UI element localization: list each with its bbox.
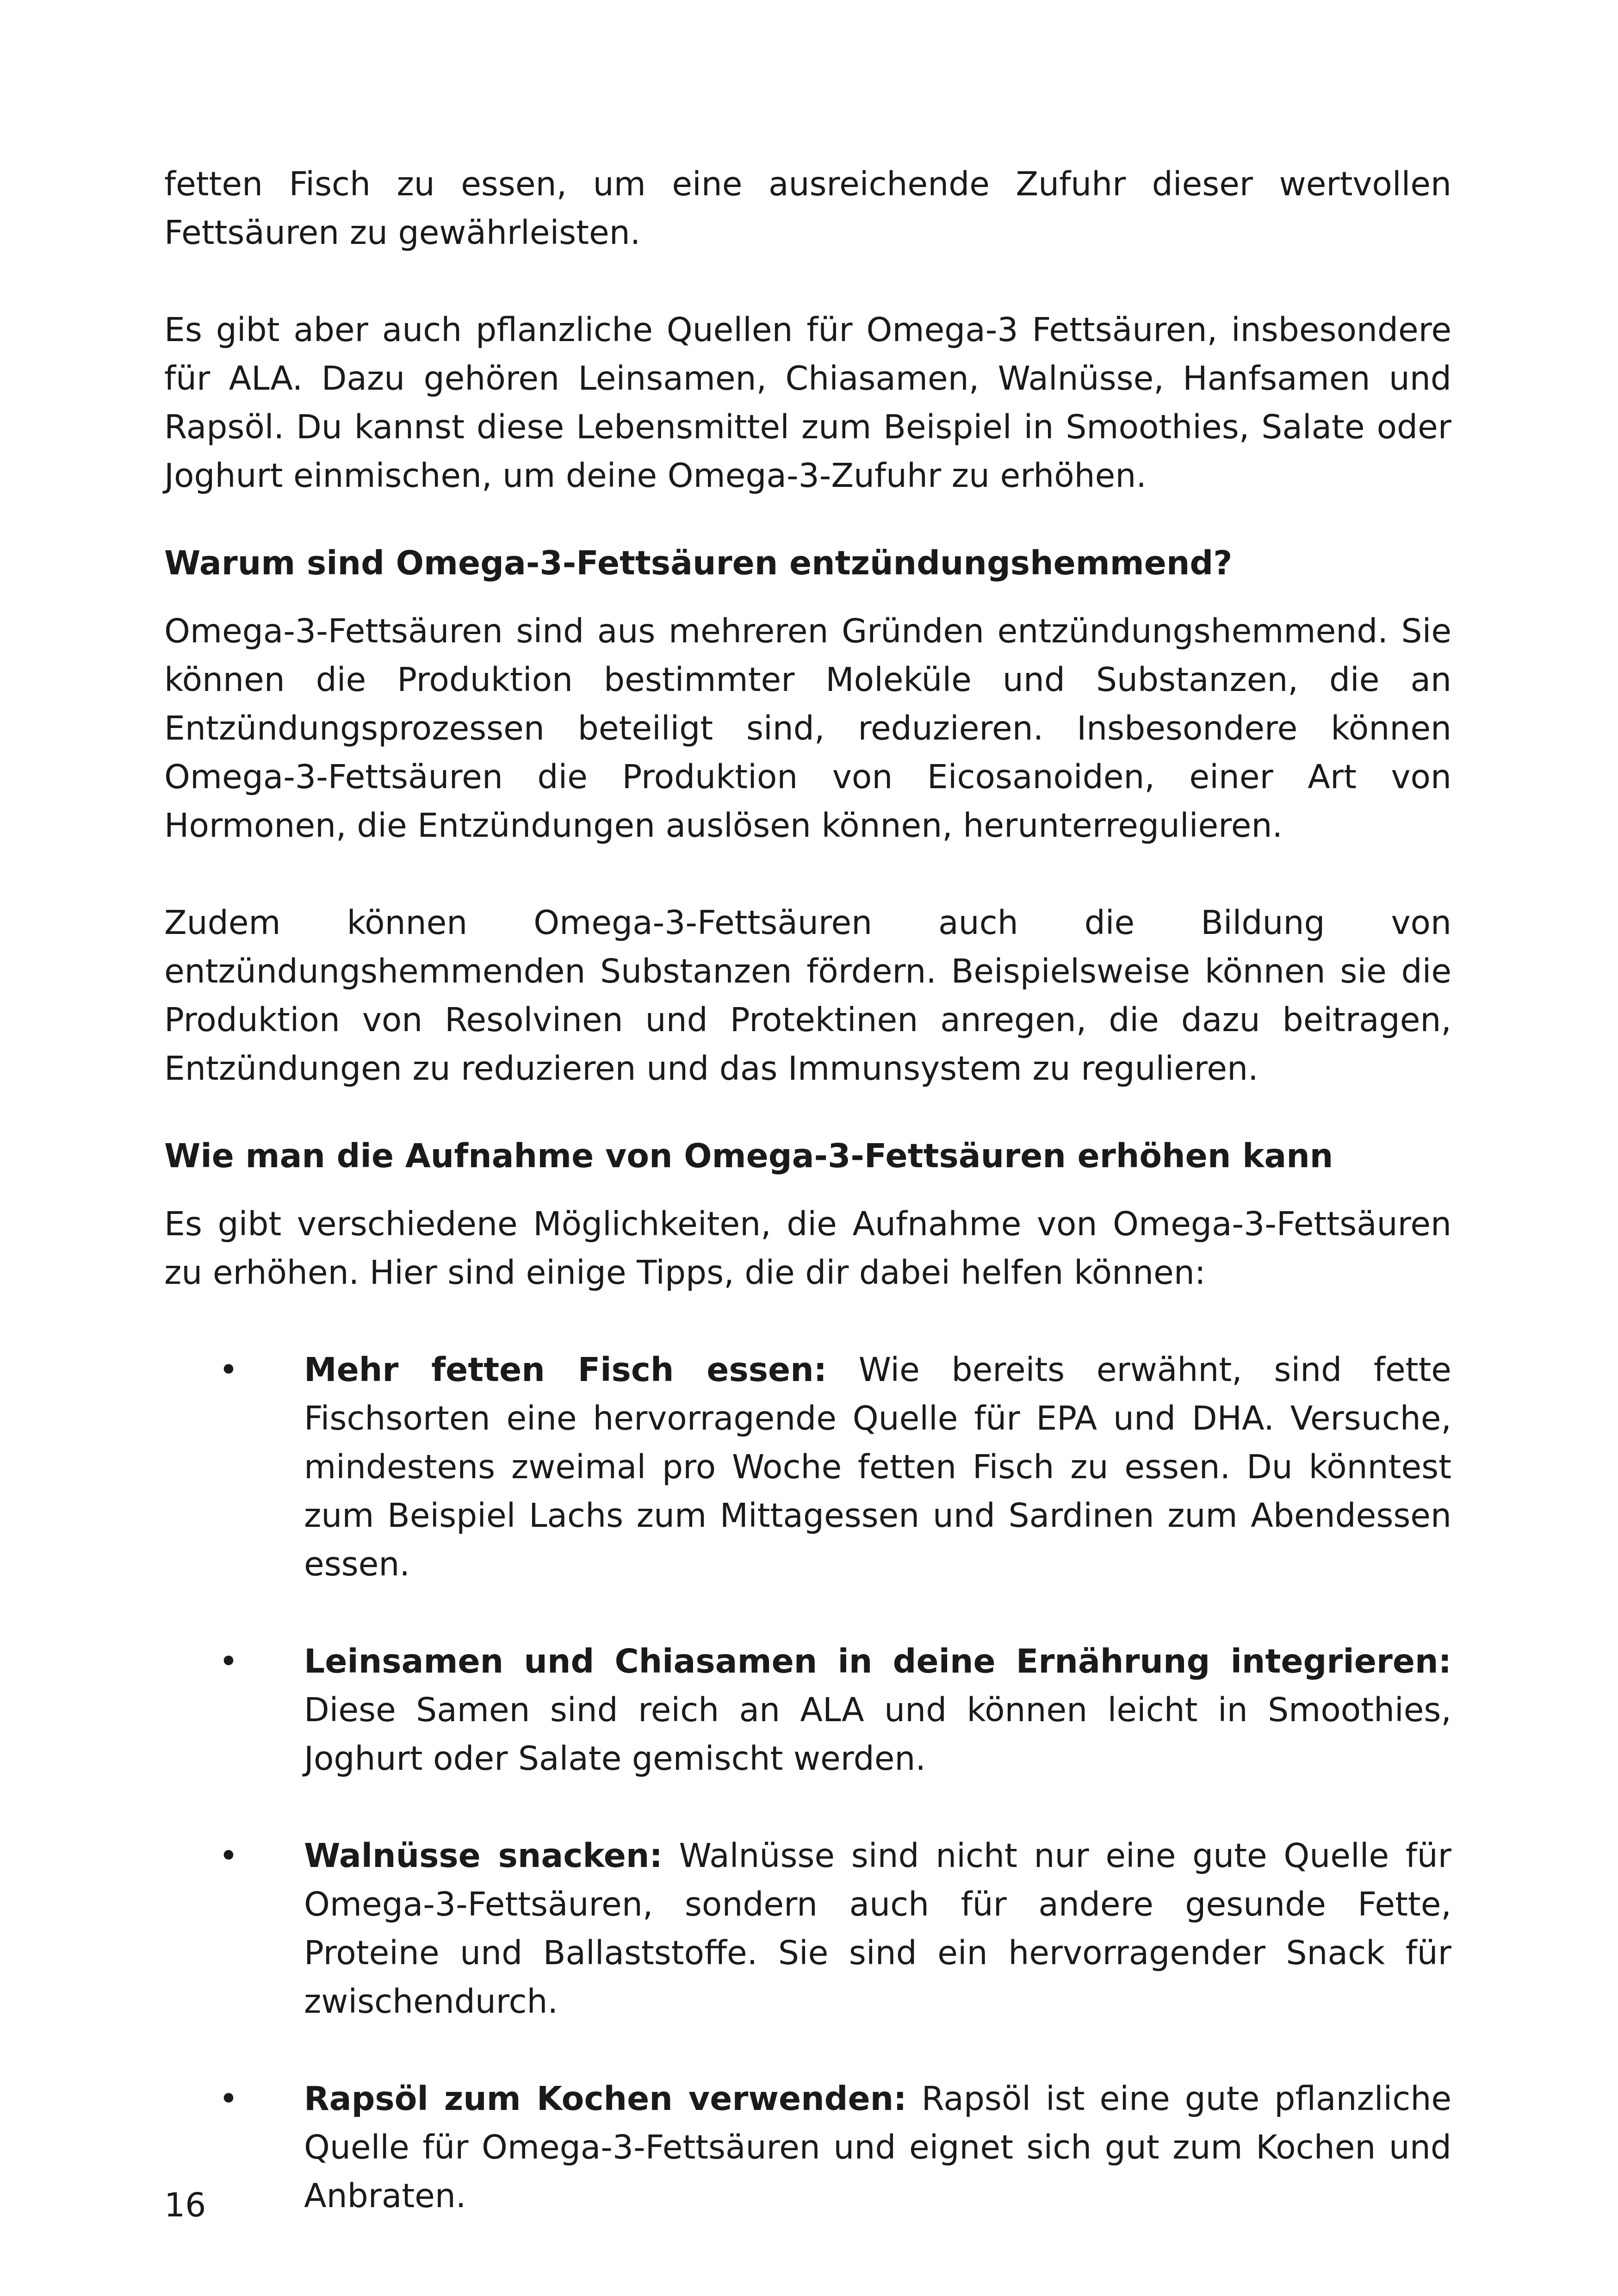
tip-text: Walnüsse sind nicht nur eine gute Quelle für Omega-3-Fettsäuren, sondern auch für andere gesunde Fette, Proteine und Ballaststoffe. Sie sind ein hervorragender Snack für zwischendurch. <box>304 1836 1451 2021</box>
tip-text: Wie bereits erwähnt, sind fette Fischsorten eine hervorragende Quelle für EPA und DHA. Versuche, mindestens zweimal pro Woche fetten Fisch zu essen. Du könntest zum Beispiel Lachs zum Mittagessen und Sardinen zum Abendessen essen. <box>304 1350 1451 1583</box>
paragraph-resolvins: Zudem können Omega-3-Fettsäuren auch die Bildung von entzündungshemmenden Substanzen fördern. Beispielsweise können sie die Produktion von Resolvinen und Protektinen anregen, die dazu beitragen, Entzündungen zu reduzieren und das Immunsystem zu regulieren. <box>164 903 1451 1088</box>
list-item <box>164 2074 1451 2220</box>
bullet-icon: • <box>219 1642 238 1680</box>
list-item <box>164 1831 1451 2026</box>
tip-title: Leinsamen und Chiasamen in deine Ernährung integrieren: <box>304 1642 1451 1680</box>
heading-anti-inflammatory: Warum sind Omega-3-Fettsäuren entzündungshemmend? <box>164 544 1233 582</box>
tip-text: Rapsöl ist eine gute pflanzliche Quelle für Omega-3-Fettsäuren und eignet sich gut zum Kochen und Anbraten. <box>304 2079 1451 2215</box>
paragraph-fish-supply: fetten Fisch zu essen, um eine ausreichende Zufuhr dieser wertvollen Fettsäuren zu gewährleisten. <box>164 165 1451 252</box>
page-number: 16 <box>164 2186 206 2224</box>
tip-title: Rapsöl zum Kochen verwenden: <box>304 2079 907 2118</box>
page-body <box>164 160 1451 2220</box>
heading-increase-intake: Wie man die Aufnahme von Omega-3-Fettsäuren erhöhen kann <box>164 1137 1333 1175</box>
list-item <box>164 1345 1451 1588</box>
tip-title: Mehr fetten Fisch essen: <box>304 1350 827 1389</box>
paragraph-plant-sources: Es gibt aber auch pflanzliche Quellen für Omega-3 Fettsäuren, insbesondere für ALA. Dazu gehören Leinsamen, Chiasamen, Walnüsse, Hanfsamen und Rapsöl. Du kannst diese Lebensmittel zum Beispiel in Smoothies, Salate oder Joghurt einmischen, um deine Omega-3-Zufuhr zu erhöhen. <box>164 311 1451 495</box>
tip-title: Walnüsse snacken: <box>304 1836 663 1875</box>
tip-text: Diese Samen sind reich an ALA und können leicht in Smoothies, Joghurt oder Salate gemischt werden. <box>304 1691 1451 1778</box>
tips-list <box>164 1345 1451 2220</box>
paragraph-tips-intro: Es gibt verschiedene Möglichkeiten, die Aufnahme von Omega-3-Fettsäuren zu erhöhen. Hier sind einige Tipps, die dir dabei helfen können: <box>164 1205 1451 1292</box>
bullet-icon: • <box>219 1350 238 1389</box>
paragraph-reasons: Omega-3-Fettsäuren sind aus mehreren Gründen entzündungshemmend. Sie können die Produktion bestimmter Moleküle und Substanzen, die an Entzündungsprozessen beteiligt sind, reduzieren. Insbesondere können Omega-3-Fettsäuren die Produktion von Eicosanoiden, einer Art von Hormonen, die Entzündungen auslösen können, herunterregulieren. <box>164 612 1451 845</box>
bullet-icon: • <box>219 2079 238 2118</box>
bullet-icon: • <box>219 1836 238 1875</box>
list-item <box>164 1637 1451 1783</box>
